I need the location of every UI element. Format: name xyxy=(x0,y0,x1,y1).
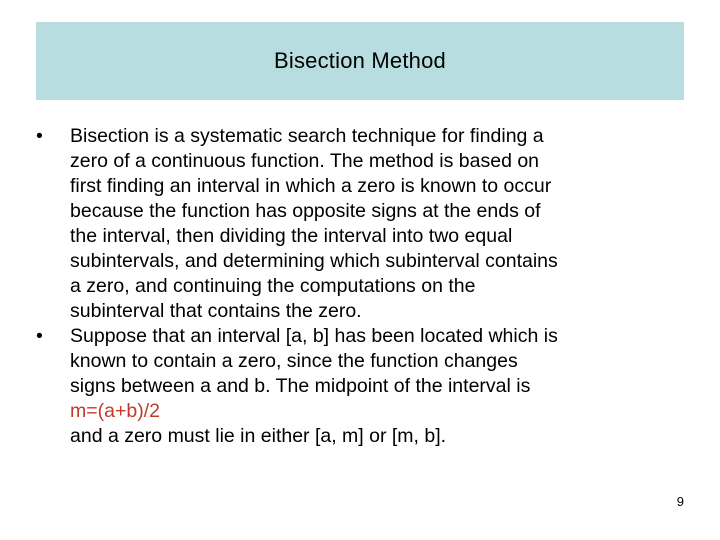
bullet-marker: • xyxy=(36,325,43,347)
bullet-item xyxy=(36,124,686,324)
bullet-line: Bisection is a systematic search technique for finding a xyxy=(70,125,544,147)
bullet-line: known to contain a zero, since the function changes xyxy=(70,350,518,372)
bullet-line: first finding an interval in which a zero is known to occur xyxy=(70,175,552,197)
bullet-line: signs between a and b. The midpoint of the interval is xyxy=(70,375,531,397)
bullet-line: subinterval that contains the zero. xyxy=(70,300,362,322)
title-band xyxy=(36,22,684,100)
conclusion-line: and a zero must lie in either [a, m] or [m, b]. xyxy=(70,425,447,447)
bullet-line: a zero, and continuing the computations on the xyxy=(70,275,476,297)
bullet-line: Suppose that an interval [a, b] has been located which is xyxy=(70,325,558,347)
bullet-line: the interval, then dividing the interval into two equal xyxy=(70,225,513,247)
bullet-marker: • xyxy=(36,125,43,147)
slide-title: Bisection Method xyxy=(274,48,446,73)
page-number: 9 xyxy=(676,494,684,509)
midpoint-formula: m=(a+b)/2 xyxy=(70,400,160,422)
bullet-item xyxy=(36,324,686,449)
bullet-list xyxy=(36,124,686,449)
bullet-line: subintervals, and determining which subinterval contains xyxy=(70,250,558,272)
bullet-line: because the function has opposite signs at the ends of xyxy=(70,200,541,222)
bullet-line: zero of a continuous function. The method is based on xyxy=(70,150,540,172)
